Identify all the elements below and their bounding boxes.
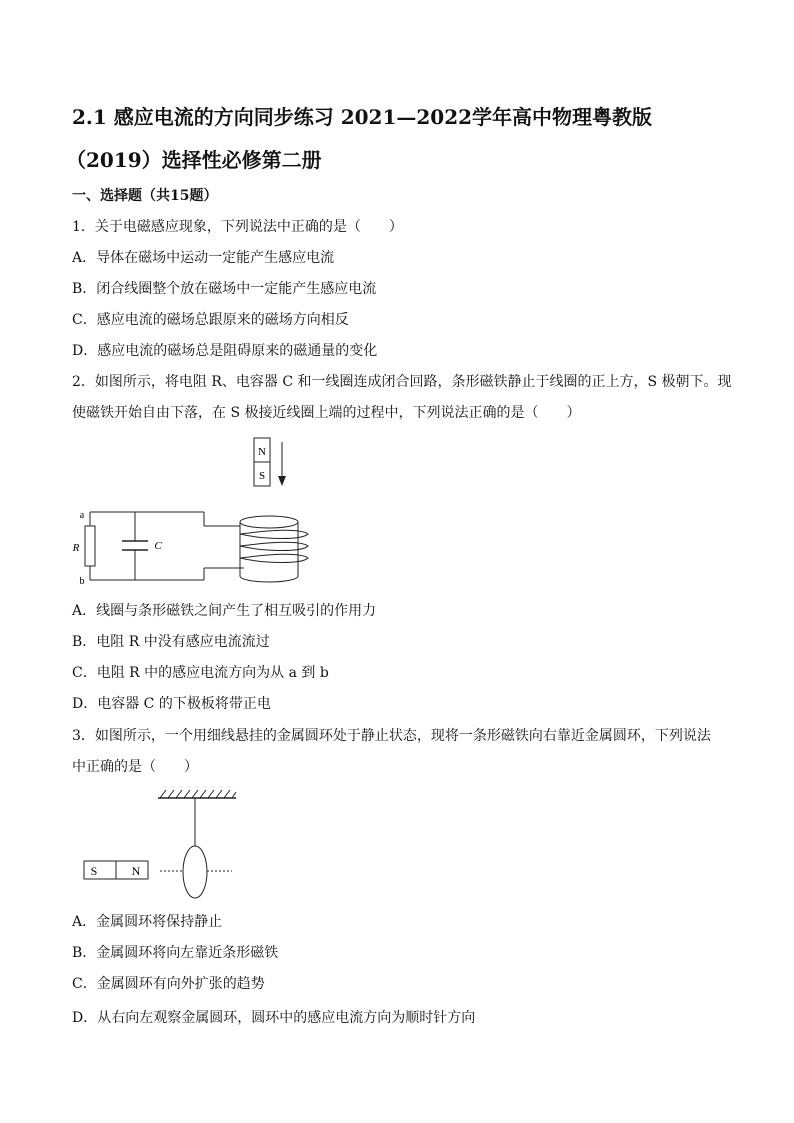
section-heading: 一、选择题（共15题）: [72, 188, 218, 204]
node-b-label: b: [79, 576, 85, 587]
q3-option-b: B．金属圆环将向左靠近条形磁铁: [72, 945, 279, 961]
q2-stem-line2: 使磁铁开始自由下落，在 S 极接近线圈上端的过程中，下列说法正确的是（ ）: [72, 405, 581, 421]
page-title-line1: 2.1 感应电流的方向同步练习 2021—2022学年高中物理粤教版: [72, 105, 653, 129]
coil-symbol: [240, 516, 308, 582]
q2-option-b: B．电阻 R 中没有感应电流流过: [72, 634, 270, 650]
q1-stem: 1．关于电磁感应现象，下列说法中正确的是（ ）: [72, 219, 403, 235]
q2-option-a: A．线圈与条形磁铁之间产生了相互吸引的作用力: [72, 603, 377, 619]
q3-ring-figure: [80, 786, 250, 902]
q1-option-d: D．感应电流的磁场总是阻碍原来的磁通量的变化: [72, 343, 378, 359]
magnet-s-label: S: [90, 864, 98, 878]
q3-option-c: C．金属圆环有向外扩张的趋势: [72, 976, 265, 992]
resistor-symbol: [85, 526, 95, 566]
q3-stem-line1: 3．如图所示，一个用细线悬挂的金属圆环处于静止状态，现将一条形磁铁向右靠近金属圆环，下列说法: [72, 728, 711, 744]
capacitor-label: C: [154, 540, 162, 552]
metal-ring: [183, 846, 207, 898]
q1-option-a: A．导体在磁场中运动一定能产生感应电流: [72, 250, 335, 266]
q2-option-d: D．电容器 C 的下极板将带正电: [72, 696, 271, 712]
resistor-label: R: [72, 542, 80, 554]
node-a-label: a: [79, 510, 85, 521]
q3-option-a: A．金属圆环将保持静止: [72, 914, 223, 930]
q1-option-c: C．感应电流的磁场总跟原来的磁场方向相反: [72, 312, 349, 328]
q2-stem-line1: 2．如图所示，将电阻 R、电容器 C 和一线圈连成闭合回路，条形磁铁静止于线圈的正上方，S 极朝下。现: [72, 374, 732, 390]
ceiling-hatch: [160, 790, 236, 798]
q3-option-d: D．从右向左观察金属圆环，圆环中的感应电流方向为顺时针方向: [72, 1010, 476, 1026]
q1-option-b: B．闭合线圈整个放在磁场中一定能产生感应电流: [72, 281, 377, 297]
magnet-n-label: N: [258, 446, 266, 458]
q2-circuit-figure: [66, 430, 326, 592]
page-title-line2: （2019）选择性必修第二册: [66, 148, 322, 172]
magnet-s-label: S: [258, 470, 266, 482]
magnet-n-label: N: [131, 864, 141, 878]
q3-stem-line2: 中正确的是（ ）: [72, 759, 198, 775]
q2-option-c: C．电阻 R 中的感应电流方向为从 a 到 b: [72, 665, 329, 681]
fall-arrow-icon: [278, 476, 286, 486]
